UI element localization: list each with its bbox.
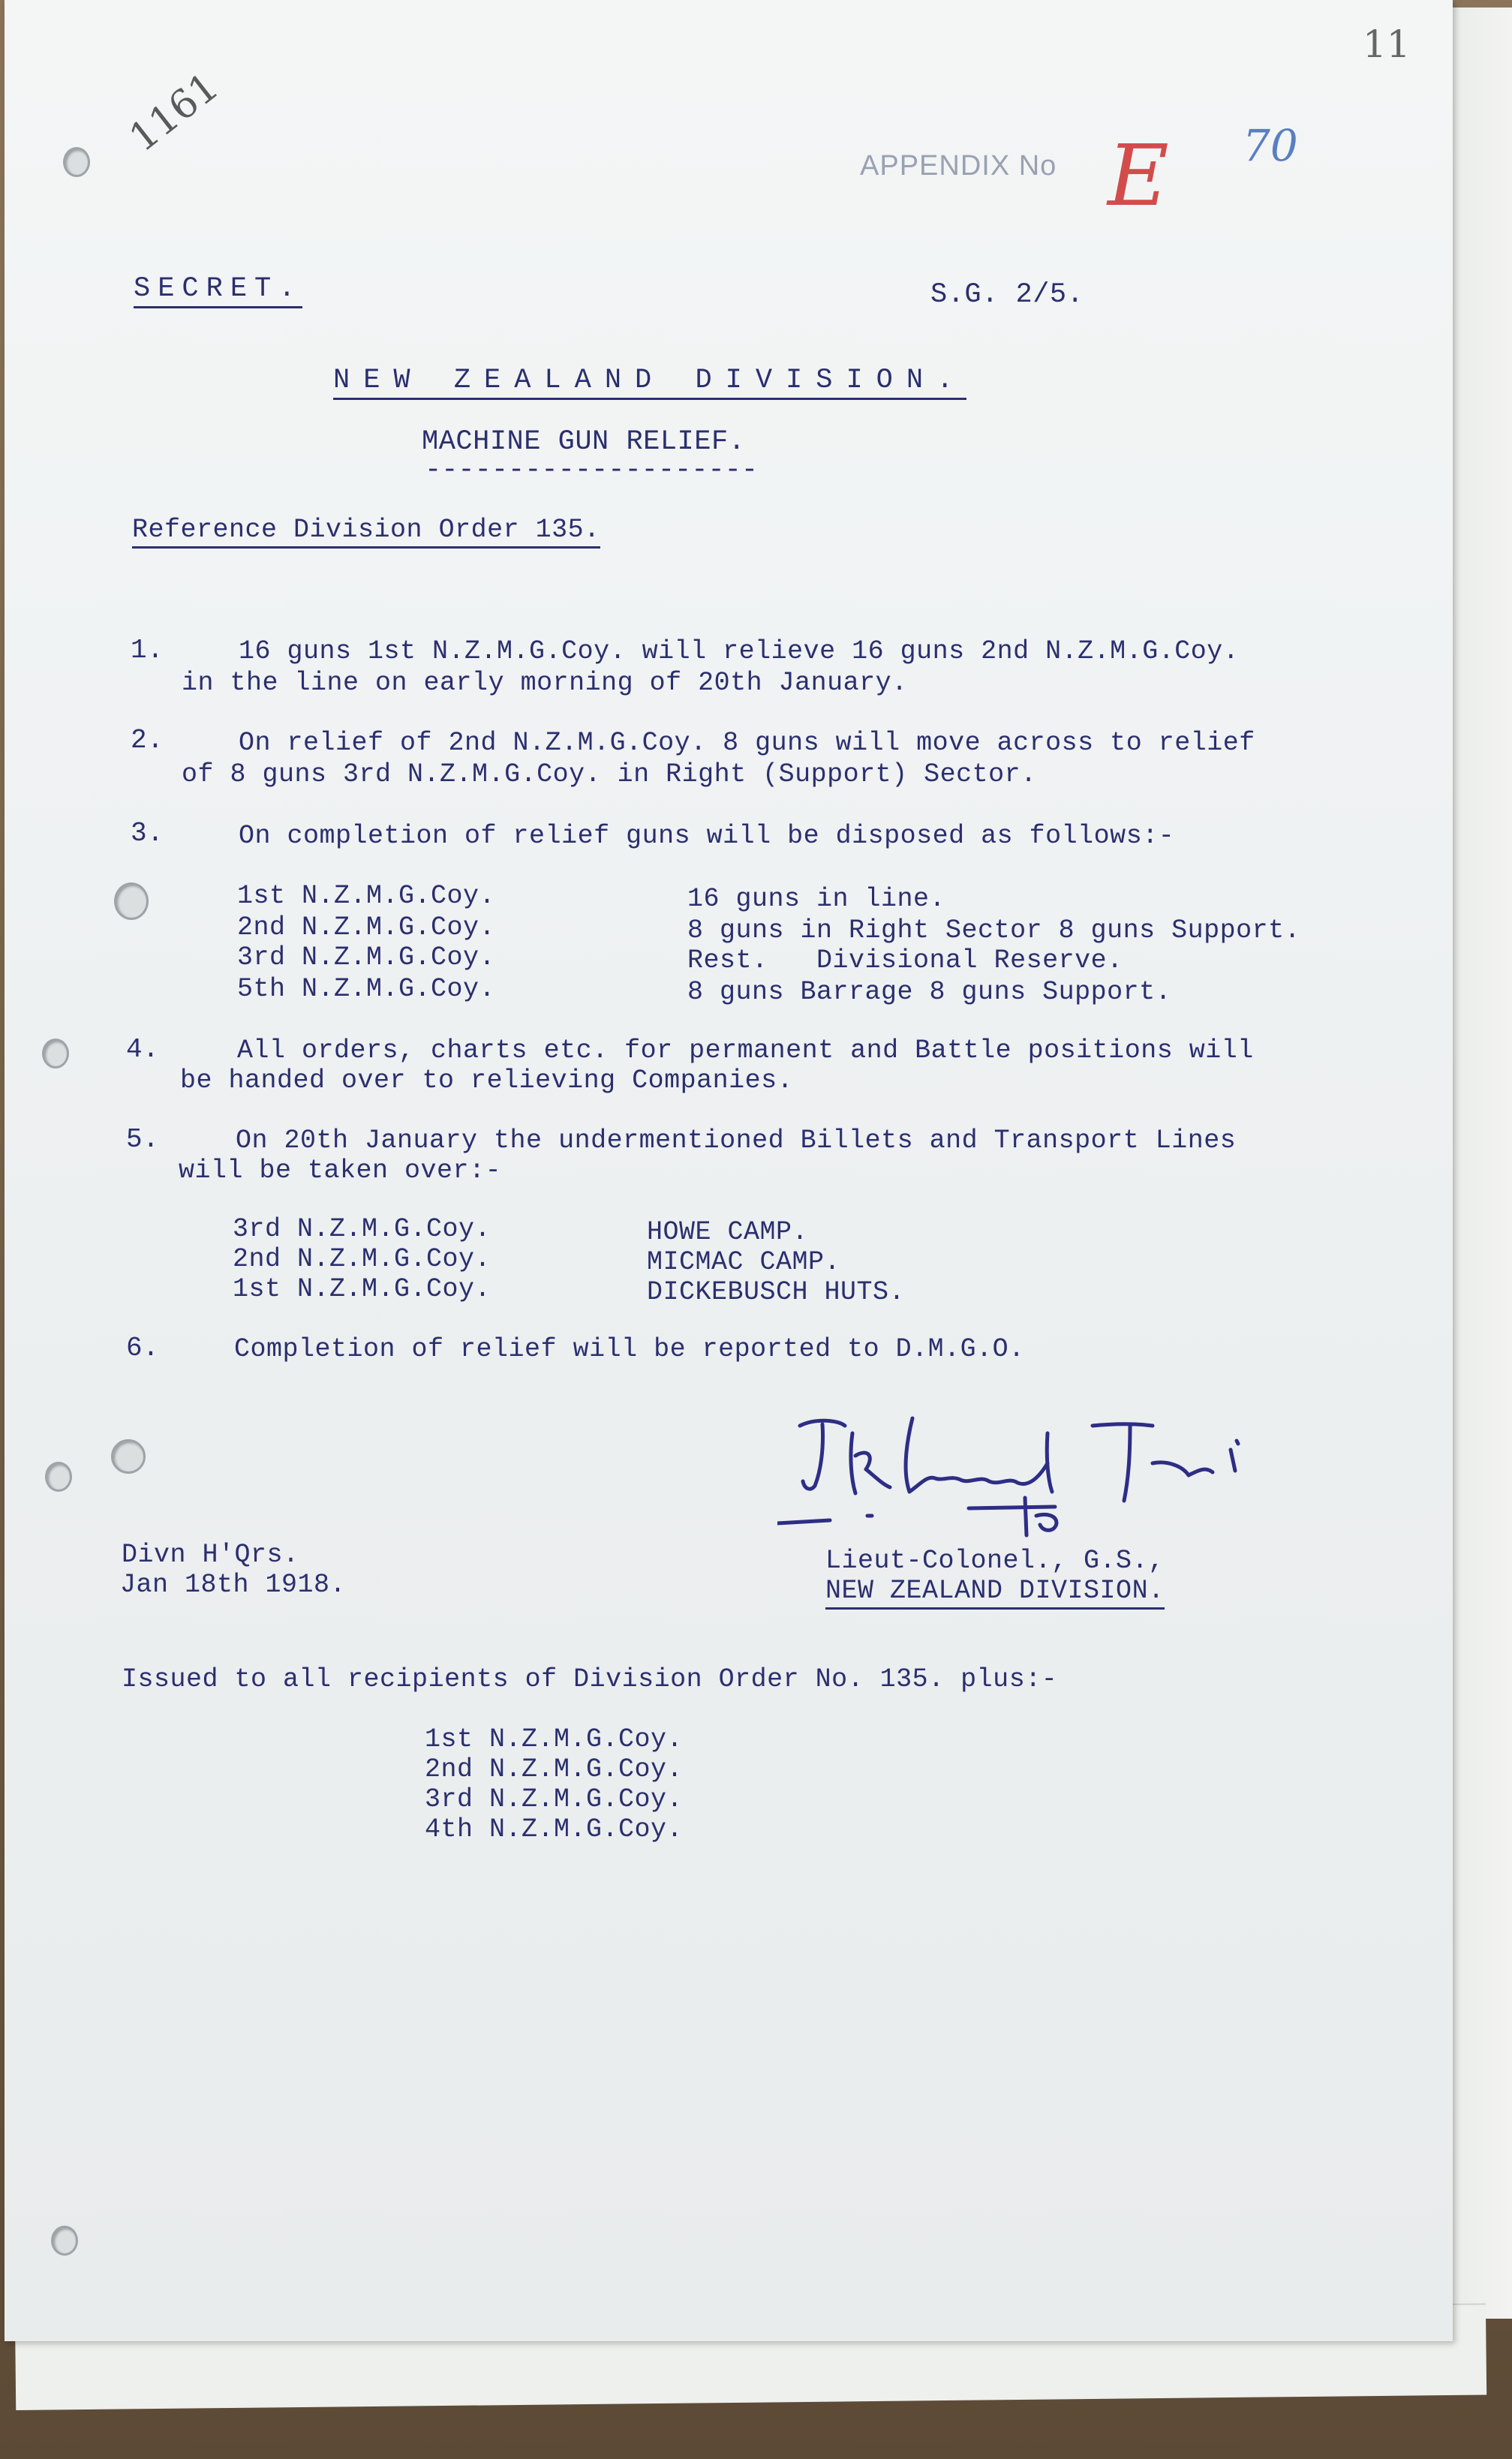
document-page [5,0,1453,2341]
paragraph-number: 5. [126,1124,160,1155]
paragraph-text: be handed over to relieving Companies. [180,1066,794,1096]
distribution-item: 3rd N.Z.M.G.Coy. [425,1784,684,1814]
punch-hole-icon [63,147,90,177]
document-date: Jan 18th 1918. [120,1570,347,1600]
document-reference: S.G. 2/5. [930,279,1084,311]
appendix-stamp: APPENDIX No [860,150,1057,182]
signatory-rank: Lieut-Colonel., G.S., [825,1546,1165,1576]
subtitle-rule: -------------------- [425,455,759,486]
paragraph-text: On completion of relief guns will be disposed as follows:- [239,821,1175,851]
punch-hole-icon [51,2226,78,2256]
billet-unit: 2nd N.Z.M.G.Coy. [233,1244,491,1274]
headquarters-label: Divn H'Qrs. [122,1540,299,1570]
document-subtitle: MACHINE GUN RELIEF. [422,426,746,458]
paragraph-text: On relief of 2nd N.Z.M.G.Coy. 8 guns will move across to relief [239,728,1255,758]
disposition-task: 8 guns Barrage 8 guns Support. [687,977,1172,1007]
billet-unit: 1st N.Z.M.G.Coy. [233,1274,491,1304]
disposition-task: 16 guns in line. [687,884,946,914]
punch-hole-icon [111,1439,146,1474]
handwritten-signature [777,1403,1288,1538]
disposition-unit: 1st N.Z.M.G.Coy. [237,881,496,911]
paragraph-text: Completion of relief will be reported to D.M.G.O. [234,1334,1025,1364]
distribution-item: 1st N.Z.M.G.Coy. [425,1724,684,1754]
disposition-unit: 2nd N.Z.M.G.Coy. [237,912,496,942]
billet-camp: DICKEBUSCH HUTS. [647,1277,906,1307]
blue-pencil-mark: 70 [1243,120,1298,171]
paragraph-text: will be taken over:- [179,1156,502,1186]
distribution-item: 2nd N.Z.M.G.Coy. [425,1754,684,1784]
pencil-archive-number: 1161 [121,64,227,161]
disposition-unit: 3rd N.Z.M.G.Coy. [237,942,496,972]
paragraph-text: 16 guns 1st N.Z.M.G.Coy. will relieve 16 guns 2nd N.Z.M.G.Coy. [239,636,1240,666]
paragraph-text: of 8 guns 3rd N.Z.M.G.Coy. in Right (Support) Sector. [182,759,1037,789]
paragraph-text: in the line on early morning of 20th January. [182,668,908,698]
classification-label: SECRET. [134,273,302,308]
paragraph-text: All orders, charts etc. for permanent and Battle positions will [237,1036,1254,1066]
punch-hole-icon [114,882,149,920]
distribution-intro: Issued to all recipients of Division Order No. 135. plus:- [122,1664,1058,1694]
document-title: NEW ZEALAND DIVISION. [333,365,966,400]
order-reference: Reference Division Order 135. [132,515,600,549]
punch-hole-icon [42,1039,69,1069]
page-number: 11 [1363,23,1411,66]
billet-unit: 3rd N.Z.M.G.Coy. [233,1214,491,1244]
paragraph-number: 2. [131,725,164,756]
billet-camp: MICMAC CAMP. [647,1247,841,1277]
paragraph-text: On 20th January the undermentioned Billets and Transport Lines [236,1126,1237,1156]
paragraph-number: 3. [131,818,164,849]
billet-camp: HOWE CAMP. [647,1217,809,1247]
signatory-unit: NEW ZEALAND DIVISION. [825,1576,1165,1610]
appendix-letter-stamp: E [1108,128,1169,225]
disposition-task: Rest. Divisional Reserve. [687,945,1123,975]
paragraph-number: 4. [126,1034,160,1065]
punch-hole-icon [45,1462,72,1492]
disposition-unit: 5th N.Z.M.G.Coy. [237,974,496,1004]
distribution-item: 4th N.Z.M.G.Coy. [425,1814,684,1844]
paragraph-number: 1. [131,635,164,666]
disposition-task: 8 guns in Right Sector 8 guns Support. [687,915,1301,945]
paragraph-number: 6. [126,1333,160,1363]
